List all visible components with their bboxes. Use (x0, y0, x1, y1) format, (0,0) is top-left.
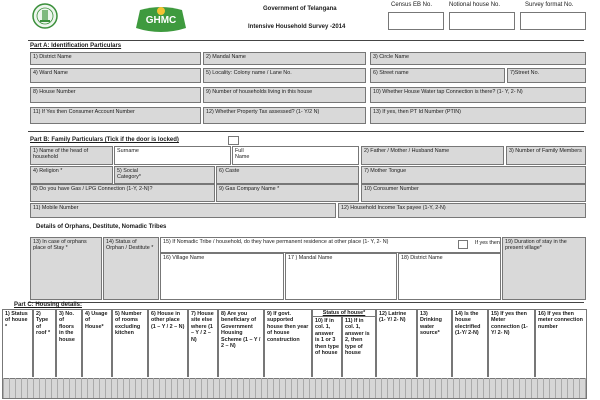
housing-col-3-label: 3) No. of floors in the house (59, 311, 75, 343)
government-title: Government of Telangana (263, 6, 337, 12)
housing-col-7-header (188, 309, 218, 377)
ghmc-logo (130, 6, 192, 36)
housing-entry-tick (537, 378, 538, 398)
village-name-field[interactable] (160, 253, 284, 300)
housing-entry-tick (75, 378, 76, 398)
income-tax-payee-field[interactable] (338, 203, 586, 218)
gas-company-field[interactable] (216, 184, 359, 202)
housing-entry-tick (393, 378, 394, 398)
surname-field[interactable] (114, 146, 231, 165)
housing-entry-tick (63, 378, 64, 398)
housing-entry-tick (231, 378, 232, 398)
housing-entry-tick (51, 378, 52, 398)
housing-entry-tick (93, 378, 94, 398)
housing-entry-tick (495, 378, 496, 398)
ghmc-logo-text: GHMC (145, 15, 177, 26)
housing-entry-tick (477, 378, 478, 398)
housing-entry-tick (369, 378, 370, 398)
religion-label: 4) Religion * (33, 168, 63, 174)
housing-col-2-label: 2) Type of roof * (36, 311, 51, 337)
housing-col-10-label: 10) If in col. 1, answer is 1 or 3 then type of house (315, 318, 339, 357)
housing-entry-tick (27, 378, 28, 398)
housing-entry-tick (105, 378, 106, 398)
part-c-title: Part C: Housing details: (14, 302, 83, 308)
housing-entry-tick (303, 378, 304, 398)
housing-col-1-header (2, 309, 33, 377)
housing-entry-tick (501, 378, 502, 398)
notional-house-label: Notional house No. (449, 2, 501, 8)
part-b-rule (28, 131, 584, 132)
full-name-field[interactable] (232, 146, 359, 165)
consumer-account-label: 11) If Yes then Consumer Account Number (33, 109, 135, 115)
households-count-field[interactable] (203, 87, 366, 103)
housing-entry-tick (291, 378, 292, 398)
religion-field[interactable] (30, 166, 113, 184)
housing-entry-tick (411, 378, 412, 398)
mobile-number-field[interactable] (30, 203, 336, 218)
housing-entry-tick (201, 378, 202, 398)
notional-house-box[interactable] (449, 12, 515, 30)
housing-col-1-label: 1) Status of house * (5, 311, 28, 330)
if-yes-then-label: If yes then (475, 240, 500, 246)
housing-col-9-header (264, 309, 312, 377)
father-mother-husband-label: 2) Father / Mother / Husband Name (364, 148, 450, 154)
income-tax-payee-label: 12) Household Income Tax payee (1-Y, 2-N) (341, 205, 446, 211)
housing-col-13-header (417, 309, 452, 377)
housing-entry-tick (483, 378, 484, 398)
nomad-mandal-name-field[interactable] (285, 253, 397, 300)
housing-entry-tick (171, 378, 172, 398)
housing-col-7-label: 7) House site else where (1 – Y / 2 – N) (191, 311, 214, 343)
housing-entry-tick (357, 378, 358, 398)
housing-col-5-header (112, 309, 148, 377)
housing-col-13-label: 13) Drinking water source* (420, 311, 442, 337)
housing-entry-tick (507, 378, 508, 398)
consumer-number-label: 10) Consumer Number (364, 186, 419, 192)
housing-entry-tick (531, 378, 532, 398)
mother-tongue-field[interactable] (361, 166, 586, 184)
housing-entry-tick (33, 378, 34, 398)
housing-entry-tick (339, 378, 340, 398)
orphan-status-field[interactable] (103, 237, 159, 300)
housing-col-11-label: 11) If in col. 1, answer is 2, then type of house (345, 318, 370, 357)
housing-col-15-header (488, 309, 535, 377)
mandal-name-field[interactable] (203, 52, 366, 65)
family-members-label: 3) Number of Family Members (509, 148, 582, 154)
housing-entry-tick (447, 378, 448, 398)
street-name-label: 6) Street name (373, 70, 409, 76)
street-name-field[interactable] (370, 68, 505, 83)
locality-label: 5) Locality: Colony name / Lane No. (206, 70, 292, 76)
housing-entry-tick (69, 378, 70, 398)
village-name-label: 16) Village Name (163, 255, 205, 261)
orphan-stay-field[interactable] (30, 237, 102, 300)
housing-col-8-label: 8) Are you beneficiary of Government Housing Scheme (1 – Y / 2 – N) (221, 311, 261, 350)
housing-col-12-label: 12) Latrine (1- Y/ 2- N) (379, 311, 407, 324)
housing-entry-tick (321, 378, 322, 398)
housing-entry-tick (147, 378, 148, 398)
housing-entry-tick (195, 378, 196, 398)
housing-entry-tick (441, 378, 442, 398)
head-of-household-label: 1) Name of the head of household (33, 148, 89, 161)
housing-entry-tick (453, 378, 454, 398)
housing-entry-tick (525, 378, 526, 398)
housing-entry-tick (351, 378, 352, 398)
gas-connection-label: 8) Do you have Gas / LPG Connection (1-Y, 2-N)? (33, 186, 153, 192)
housing-col-14-header (452, 309, 488, 377)
housing-entry-tick (459, 378, 460, 398)
social-category-label: 5) Social Category* (117, 168, 141, 181)
house-number-label: 8) House Number (33, 89, 76, 95)
housing-col-16-label: 16) If yes then meter connection number (538, 311, 583, 330)
housing-entry-tick (549, 378, 550, 398)
housing-entry-tick (327, 378, 328, 398)
housing-col-15-label: 15) If yes then Meter connection (1- Y/ 2- N) (491, 311, 528, 337)
nomad-mandal-name-label: 17 ) Mandal Name (288, 255, 333, 261)
father-mother-husband-field[interactable] (361, 146, 504, 165)
housing-entry-tick (261, 378, 262, 398)
housing-entry-tick (405, 378, 406, 398)
mandal-name-label: 2) Mandal Name (206, 54, 246, 60)
survey-format-label: Survey format No. (525, 2, 574, 8)
housing-entry-tick (555, 378, 556, 398)
duration-of-stay-label: 19) Duration of stay in the present village* (505, 239, 567, 252)
housing-entry-tick (345, 378, 346, 398)
housing-col-2-header (33, 309, 56, 377)
housing-entry-tick (363, 378, 364, 398)
consumer-account-field[interactable] (30, 107, 201, 124)
social-category-field[interactable] (114, 166, 215, 184)
housing-entry-tick (573, 378, 574, 398)
housing-entry-tick (135, 378, 136, 398)
housing-entry-tick (315, 378, 316, 398)
housing-entry-tick (99, 378, 100, 398)
housing-col-4-header (82, 309, 112, 377)
door-locked-checkbox[interactable] (228, 136, 239, 145)
ptin-field[interactable] (370, 107, 586, 124)
housing-entry-tick (435, 378, 436, 398)
housing-entry-tick (579, 378, 580, 398)
survey-format-box[interactable] (520, 12, 586, 30)
housing-entry-tick (309, 378, 310, 398)
housing-entry-tick (81, 378, 82, 398)
housing-entry-tick (153, 378, 154, 398)
nomadic-residence-checkbox[interactable] (458, 240, 468, 249)
part-c-rule (28, 302, 584, 303)
orphans-title: Details of Orphans, Destitute, Nomadic Tribes (36, 224, 167, 230)
status-of-house-group-header (312, 309, 376, 317)
housing-col-6-header (148, 309, 188, 377)
housing-entry-tick (117, 378, 118, 398)
survey-title: Intensive Household Survey -2014 (248, 24, 346, 30)
duration-of-stay-field[interactable] (502, 237, 586, 300)
housing-col-9-label: 9) If govt. supported house then year of house construction (267, 311, 309, 343)
housing-col-14-label: 14) Is the house electrified (1-Y/ 2-N) (455, 311, 481, 337)
caste-label: 6) Caste (219, 168, 240, 174)
property-tax-field[interactable] (203, 107, 366, 124)
housing-entry-tick (297, 378, 298, 398)
housing-entry-tick (57, 378, 58, 398)
housing-entry-tick (285, 378, 286, 398)
housing-entry-tick (225, 378, 226, 398)
street-number-label: 7)Street No. (510, 70, 540, 76)
housing-entry-tick (465, 378, 466, 398)
housing-entry-tick (141, 378, 142, 398)
housing-entry-tick (129, 378, 130, 398)
housing-col-10-header (312, 316, 342, 377)
housing-entry-tick (177, 378, 178, 398)
full-name-label: Full Name (235, 148, 250, 161)
orphan-status-label: 14) Status of Orphan / Destitute * (106, 239, 154, 252)
housing-entry-tick (111, 378, 112, 398)
orphan-stay-label: 13) In case of orphans place of Stay * (33, 239, 87, 252)
housing-col-8-header (218, 309, 264, 377)
housing-entry-tick (489, 378, 490, 398)
caste-field[interactable] (216, 166, 359, 184)
housing-grid (3, 378, 586, 398)
housing-col-3-header (56, 309, 82, 377)
housing-col-11-header (342, 316, 376, 377)
housing-entry-tick (243, 378, 244, 398)
housing-col-6-label: 6) House in other place (1 – Y / 2 – N) (151, 311, 185, 330)
housing-entry-tick (471, 378, 472, 398)
housing-col-12-header (376, 309, 417, 377)
households-count-label: 9) Number of households living in this house (206, 89, 313, 95)
census-eb-box[interactable] (388, 12, 444, 30)
telangana-emblem-logo (32, 2, 58, 32)
housing-entry-tick (21, 378, 22, 398)
housing-entry-tick (399, 378, 400, 398)
housing-entry-tick (159, 378, 160, 398)
housing-entry-tick (213, 378, 214, 398)
housing-entry-tick (219, 378, 220, 398)
circle-name-field[interactable] (370, 52, 586, 65)
housing-entry-tick (387, 378, 388, 398)
housing-entry-tick (3, 378, 4, 398)
housing-entry-tick (543, 378, 544, 398)
circle-name-label: 3) Circle Name (373, 54, 409, 60)
housing-entry-tick (333, 378, 334, 398)
housing-entry-tick (39, 378, 40, 398)
nomadic-residence-label: 15) If Nomadic Tribe / household, do they have permanent residence at other place (1- Y, 2- N) (163, 239, 389, 245)
housing-entry-tick (585, 378, 586, 398)
ward-name-field[interactable] (30, 68, 201, 83)
nomadic-residence-field[interactable] (160, 237, 501, 253)
surname-label: Surname (117, 148, 139, 154)
housing-entry-tick (561, 378, 562, 398)
gas-company-label: 9) Gas Company Name * (219, 186, 280, 192)
housing-entry-tick (123, 378, 124, 398)
housing-entry-tick (381, 378, 382, 398)
census-eb-label: Census EB No. (391, 2, 433, 8)
water-tap-field[interactable] (370, 87, 586, 103)
district-name-field[interactable] (30, 52, 201, 65)
housing-entry-tick (279, 378, 280, 398)
ward-name-label: 4) Ward Name (33, 70, 68, 76)
housing-entry-tick (237, 378, 238, 398)
status-of-house-group-label: Status of house* (322, 310, 366, 316)
housing-entry-tick (513, 378, 514, 398)
nomad-district-name-label: 18) District Name (401, 255, 443, 261)
housing-entry-tick (375, 378, 376, 398)
housing-entry-tick (249, 378, 250, 398)
housing-entry-tick (273, 378, 274, 398)
housing-entry-tick (189, 378, 190, 398)
part-a-title: Part A: Identification Particulars (30, 43, 122, 49)
locality-field[interactable] (203, 68, 366, 83)
water-tap-label: 10) Whether House Water tap Connection is there? (1- Y, 2- N) (373, 89, 523, 95)
housing-entry-tick (255, 378, 256, 398)
ptin-label: 13) If yes, then PT Id Number (PTIN) (373, 109, 461, 115)
head-of-household-field[interactable] (30, 146, 113, 165)
housing-entry-tick (567, 378, 568, 398)
housing-entry-tick (45, 378, 46, 398)
house-number-field[interactable] (30, 87, 201, 103)
housing-entry-tick (267, 378, 268, 398)
housing-col-4-label: 4) Usage of House* (85, 311, 108, 330)
district-name-label: 1) District Name (33, 54, 72, 60)
consumer-number-field[interactable] (361, 184, 586, 202)
property-tax-label: 12) Whether Property Tax assessed? (1- Y/2 N) (206, 109, 320, 115)
housing-entry-tick (429, 378, 430, 398)
mother-tongue-label: 7) Mother Tongue (364, 168, 407, 174)
housing-entry-tick (423, 378, 424, 398)
street-number-field[interactable] (507, 68, 586, 83)
housing-entry-tick (417, 378, 418, 398)
housing-entry-tick (207, 378, 208, 398)
nomad-district-name-field[interactable] (398, 253, 501, 300)
gas-connection-field[interactable] (30, 184, 215, 202)
housing-entry-tick (9, 378, 10, 398)
housing-entry-tick (15, 378, 16, 398)
family-members-field[interactable] (506, 146, 586, 165)
part-a-rule (28, 40, 584, 41)
mobile-number-label: 11) Mobile Number (33, 205, 79, 211)
housing-entry-tick (519, 378, 520, 398)
housing-entry-tick (165, 378, 166, 398)
housing-col-5-label: 5) Number of rooms excluding kitchen (115, 311, 142, 337)
housing-entry-tick (183, 378, 184, 398)
part-b-title: Part B: Family Particulars (Tick if the door is locked) (30, 137, 179, 143)
housing-entry-tick (87, 378, 88, 398)
housing-col-16-header (535, 309, 587, 377)
